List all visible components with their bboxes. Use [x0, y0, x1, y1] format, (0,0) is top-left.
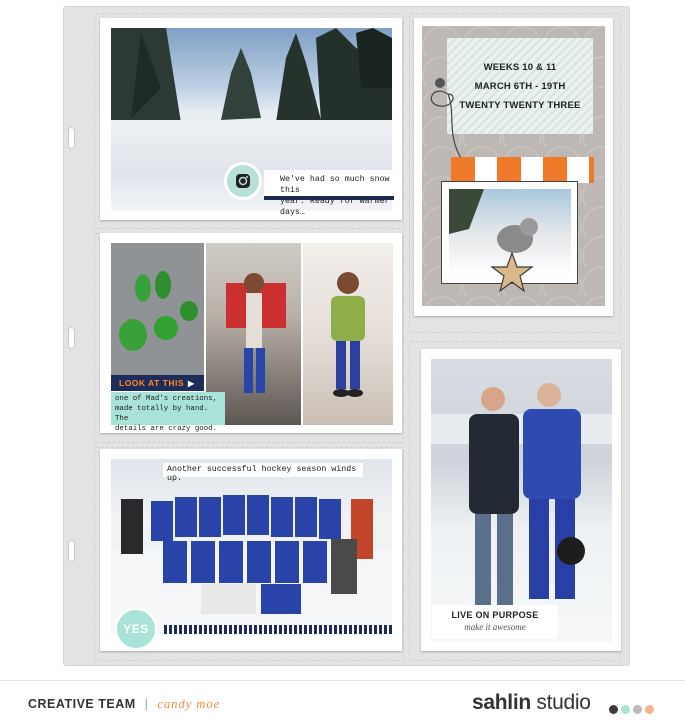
footer-separator: | [144, 697, 149, 711]
yes-badge: YES [114, 607, 158, 651]
brand-dot [621, 705, 630, 714]
brand-dot [645, 705, 654, 714]
brand-dot [609, 705, 618, 714]
binder-hole [68, 127, 75, 149]
player-with-grandpa-photo [431, 359, 612, 642]
portrait-card [421, 349, 621, 651]
creations-note-line2: made totally by hand. The [115, 405, 209, 423]
team-group-graphic [111, 459, 392, 635]
binder-hole [68, 327, 75, 349]
clay-shoes-photo [111, 243, 204, 375]
brand-second-word: studio [530, 691, 591, 714]
play-arrow-icon: ▶ [188, 379, 195, 388]
snow-caption-line2: year. Ready for warmer days… [280, 197, 390, 217]
look-at-this-tag [111, 375, 204, 391]
binder-hole [68, 540, 75, 562]
look-at-this-label: LOOK AT THIS [119, 378, 185, 388]
hockey-team-photo [111, 459, 392, 635]
weeks-title-card [414, 18, 613, 316]
instagram-badge [224, 162, 262, 200]
snow-photo-card [100, 18, 402, 220]
creations-note-line1: one of Mad's creations, [115, 395, 218, 403]
live-on-purpose-line: LIVE ON PURPOSE [451, 610, 539, 620]
hockey-caption: Another successful hockey season winds up. [163, 463, 363, 477]
doll-figure-graphic [303, 243, 393, 425]
weeks-line: WEEKS 10 & 11 [483, 61, 557, 73]
creations-note-line3: details are crazy good. [115, 425, 218, 433]
creative-team-credit [28, 697, 220, 712]
stripe-border [164, 625, 392, 634]
footer-bar [0, 680, 685, 723]
snow-caption [264, 170, 394, 217]
date-range-line: MARCH 6TH - 19TH [474, 80, 566, 92]
striped-awning [451, 157, 594, 183]
snow-caption-line1: We've had so much snow this [280, 175, 390, 195]
live-on-purpose-note [432, 605, 558, 639]
brand-logo [472, 691, 591, 715]
make-it-awesome-line: make it awesome [464, 622, 526, 632]
wooden-star-icon [490, 250, 534, 294]
brand-dot [633, 705, 642, 714]
doll-sweater-photo [303, 243, 393, 425]
instagram-icon [235, 173, 251, 189]
brand-first-word: sahlin [472, 691, 531, 714]
creations-note [111, 392, 225, 433]
hockey-team-card [100, 449, 402, 651]
green-clay-pieces-graphic [111, 243, 204, 375]
creative-team-label: CREATIVE TEAM [28, 697, 136, 711]
two-people-graphic [431, 359, 612, 642]
twine-string-graphic [422, 74, 482, 164]
year-line: TWENTY TWENTY THREE [459, 99, 581, 111]
creations-card [100, 233, 402, 433]
author-name: candy moe [157, 697, 221, 711]
